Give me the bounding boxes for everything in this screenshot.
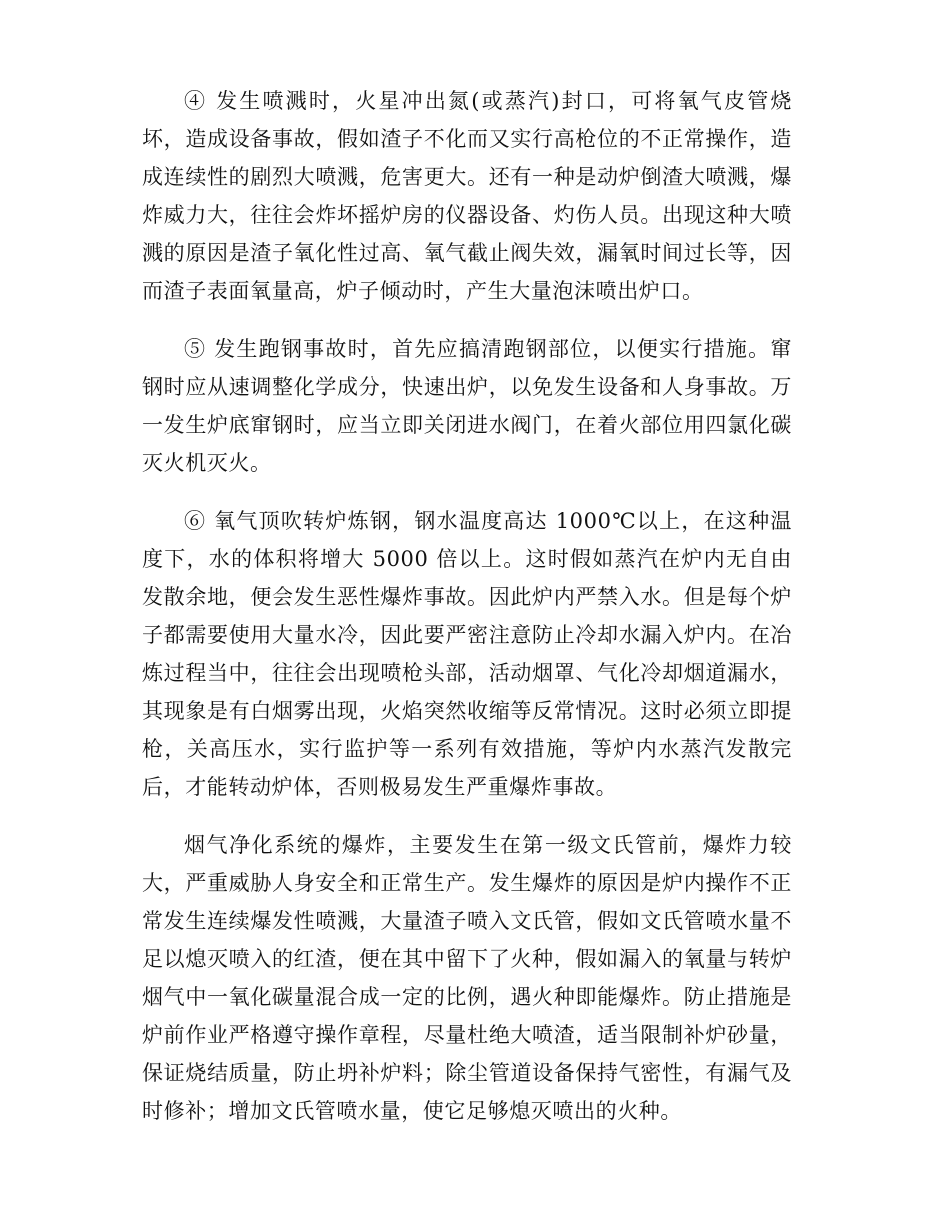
paragraph-water-leak: ⑥ 氧气顶吹转炉炼钢，钢水温度高达 1000℃以上，在这种温度下，水的体积将增大 5000 倍以上。这时假如蒸汽在炉内无自由发散余地，便会发生恶性爆炸事故。因此炉内严禁入水。但是每个炉子都需要使用大量水冷，因此要严密注意防止冷却水漏入炉内。在冶炼过程当中，往往会出现喷枪头部，活动烟罩、气化冷却烟道漏水，其现象是有白烟雾出现，火焰突然收缩等反常情况。这时必须立即提枪，关高压水，实行监护等一系列有效措施，等炉内水蒸汽发散完后，才能转动炉体，否则极易发生严重爆炸事故。 — [142, 509, 792, 799]
document-body — [142, 82, 792, 1150]
paragraph-steel-breakout: ⑤ 发生跑钢事故时，首先应搞清跑钢部位，以便实行措施。窜钢时应从速调整化学成分，快速出炉，以免发生设备和人身事故。万一发生炉底窜钢时，应当立即关闭进水阀门，在着火部位用四氯化碳灭火机灭火。 — [142, 337, 792, 475]
paragraph-gas-cleaning-explosion: 烟气净化系统的爆炸，主要发生在第一级文氏管前，爆炸力较大，严重威胁人身安全和正常生产。发生爆炸的原因是炉内操作不正常发生连续爆发性喷溅，大量渣子喷入文氏管，假如文氏管喷水量不足以熄灭喷入的红渣，便在其中留下了火种，假如漏入的氧量与转炉烟气中一氧化碳量混合成一定的比例，遇火种即能爆炸。防止措施是炉前作业严格遵守操作章程，尽量杜绝大喷渣，适当限制补炉砂量，保证烧结质量，防止坍补炉料；除尘管道设备保持气密性，有漏气及时修补；增加文氏管喷水量，使它足够熄灭喷出的火种。 — [142, 833, 792, 1123]
paragraph-splash-hazard: ④ 发生喷溅时，火星冲出氮(或蒸汽)封口，可将氧气皮管烧坏，造成设备事故，假如渣子不化而又实行高枪位的不正常操作，造成连续性的剧烈大喷溅，危害更大。还有一种是动炉倒渣大喷溅，爆炸威力大，往往会炸坏摇炉房的仪器设备、灼伤人员。出现这种大喷溅的原因是渣子氧化性过高、氧气截止阀失效，漏氧时间过长等，因而渣子表面氧量高，炉子倾动时，产生大量泡沫喷出炉口。 — [142, 89, 792, 303]
